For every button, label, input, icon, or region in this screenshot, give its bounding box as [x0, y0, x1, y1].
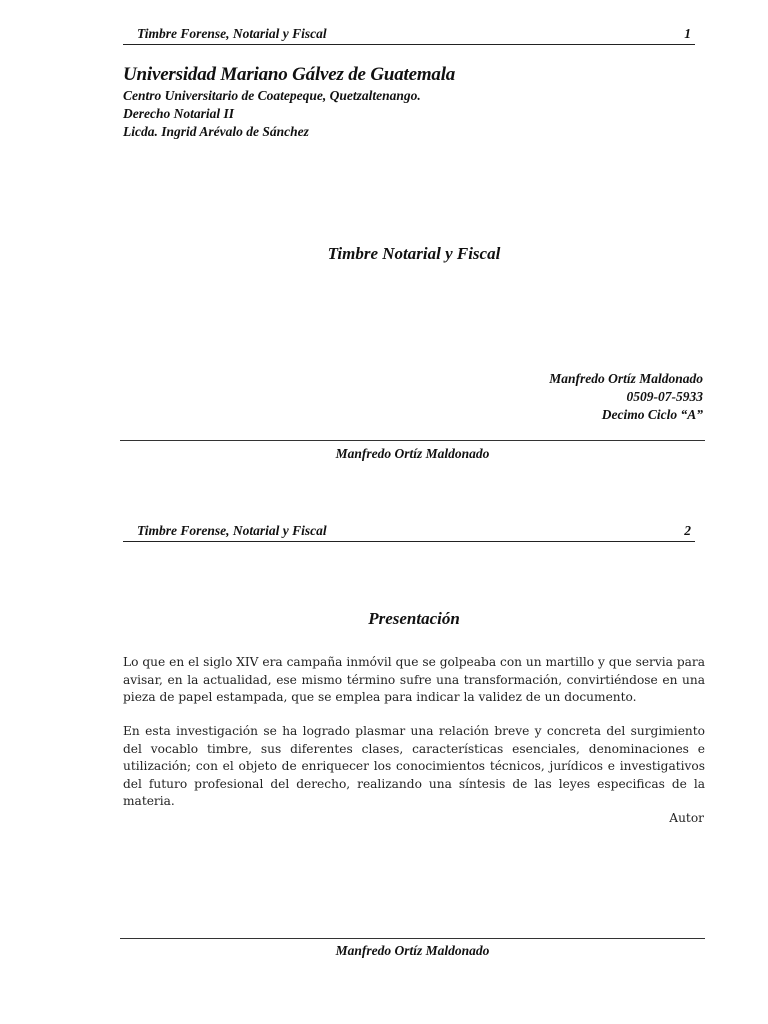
- footer-rule: [120, 938, 705, 939]
- footer-rule: [120, 440, 705, 441]
- running-footer: Manfredo Ortíz Maldonado: [335, 446, 490, 461]
- study-cycle: Decimo Ciclo “A”: [601, 407, 703, 422]
- section-title: Presentación: [368, 609, 460, 628]
- paragraph: Lo que en el siglo XIV era campaña inmóvil que se golpeaba con un martillo y que servia para avisar, en la actualidad, ese mismo término sufre una transformación, convirtiéndose en una pieza de papel estampada, que se emplea para indicar la validez de un documento.: [123, 655, 705, 704]
- page-number: 1: [684, 26, 691, 41]
- page-number: 2: [684, 523, 691, 538]
- header-title: Timbre Forense, Notarial y Fiscal: [137, 26, 327, 41]
- document-title: Timbre Notarial y Fiscal: [327, 244, 501, 263]
- running-header: [123, 523, 695, 542]
- course-name: Derecho Notarial II: [123, 106, 234, 121]
- university-name: Universidad Mariano Gálvez de Guatemala: [123, 64, 456, 85]
- center-name: Centro Universitario de Coatepeque, Quetzaltenango.: [123, 88, 421, 103]
- running-header: [123, 26, 695, 45]
- author-name: Manfredo Ortíz Maldonado: [549, 371, 703, 386]
- running-footer: Manfredo Ortíz Maldonado: [335, 943, 490, 958]
- student-id: 0509-07-5933: [626, 389, 703, 404]
- signature: Autor: [669, 811, 704, 825]
- paragraph: En esta investigación se ha logrado plasmar una relación breve y concreta del surgimiento del vocablo timbre, sus diferentes clases, características esenciales, denominaciones e utilización; con el objeto de enriquecer los conocimientos técnicos, jurídicos e investigativos del futuro profesional del derecho, realizando una síntesis de las leyes especificas de la materia.: [123, 724, 705, 808]
- instructor-name: Licda. Ingrid Arévalo de Sánchez: [123, 124, 309, 139]
- header-title: Timbre Forense, Notarial y Fiscal: [137, 523, 327, 538]
- author-block: [549, 370, 703, 424]
